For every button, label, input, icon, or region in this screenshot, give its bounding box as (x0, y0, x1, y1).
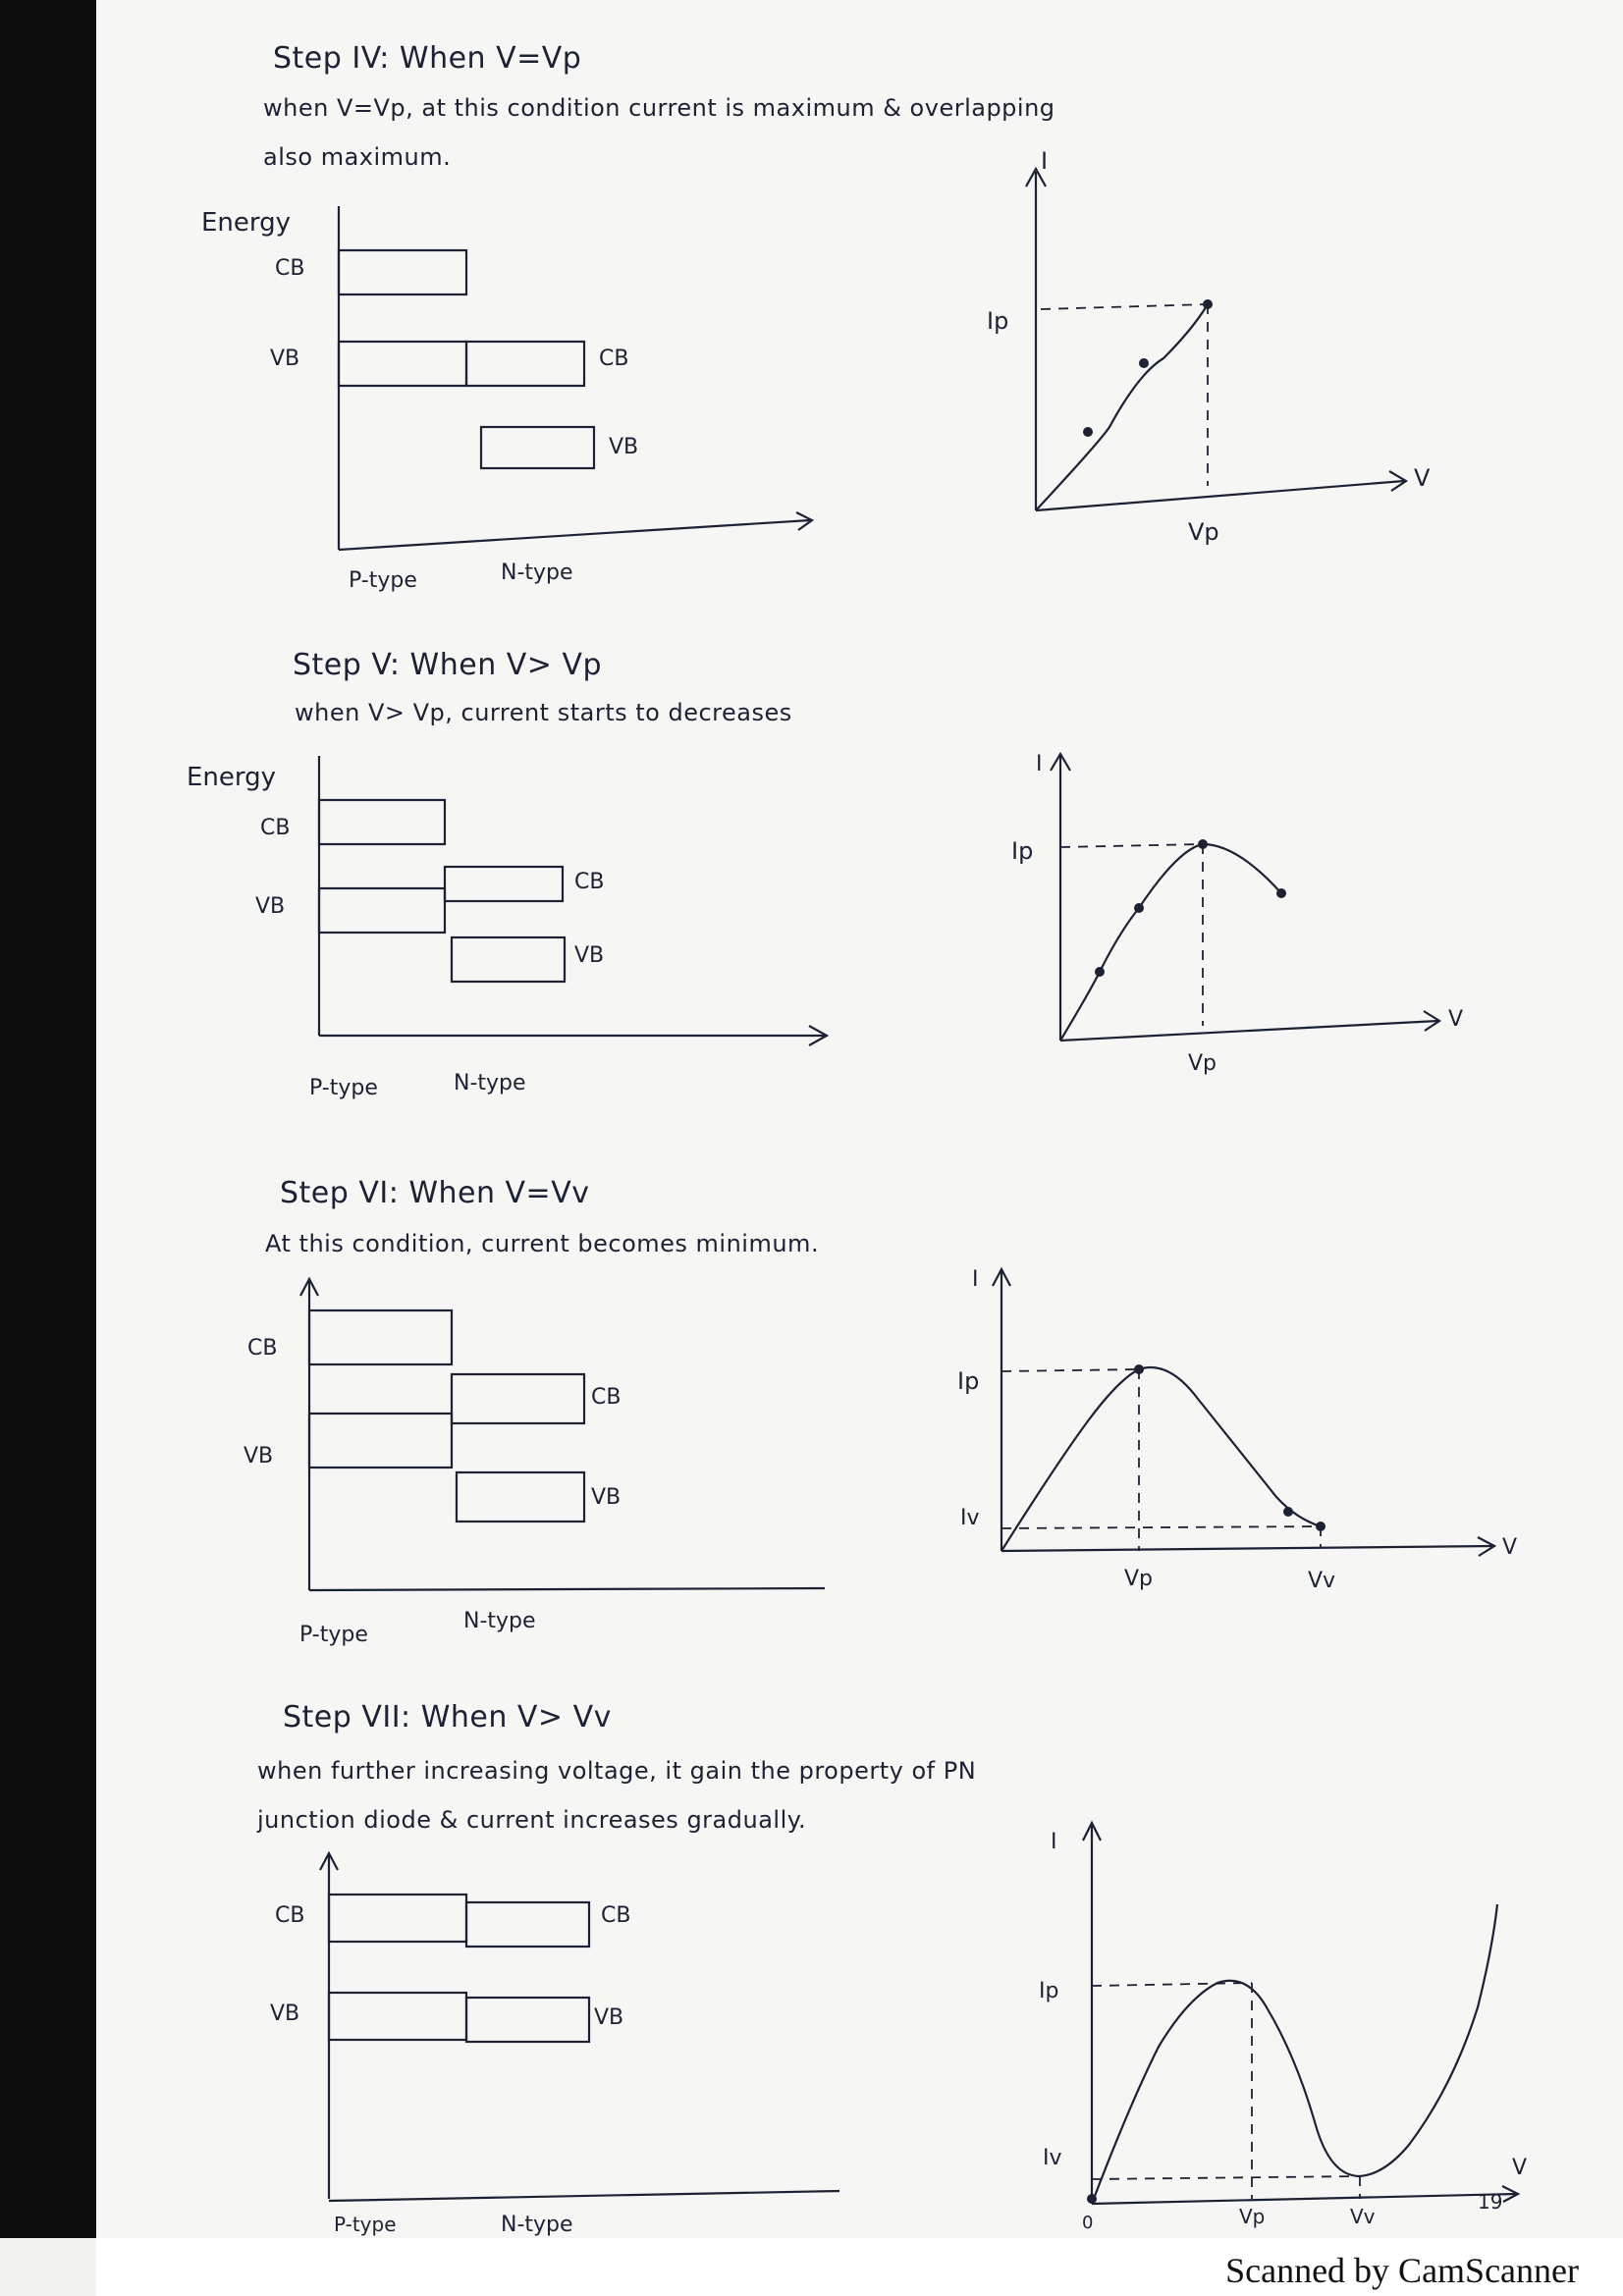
step-v-heading: Step V: When V> Vp (293, 648, 603, 682)
voltage-axis (1092, 2194, 1517, 2204)
current-axis-label: I (972, 1267, 979, 1292)
valley-voltage-label: Vv (1308, 1569, 1336, 1593)
voltage-axis (1036, 481, 1404, 510)
step-vi-iv-graph (943, 1261, 1551, 1615)
p-conduction-band (339, 250, 466, 294)
step-vii-text-line-1: when further increasing voltage, it gain the property of PN (257, 1757, 977, 1785)
data-point (1095, 967, 1105, 977)
page-number: 19 (1478, 2190, 1503, 2214)
peak-current-guide (1060, 844, 1203, 847)
p-valence-band (309, 1414, 452, 1468)
energy-label: Energy (201, 208, 292, 238)
position-axis (339, 520, 810, 550)
peak-current-label: Ip (1039, 1979, 1059, 2003)
cb-left-label: CB (275, 1903, 305, 1928)
peak-voltage-label: Vp (1239, 2205, 1266, 2228)
position-axis (309, 1588, 825, 1590)
step-v-band-diagram (187, 751, 854, 1114)
voltage-axis-label: V (1414, 464, 1431, 492)
step-vii-iv-graph (1021, 1811, 1571, 2233)
p-valence-band (329, 1993, 466, 2040)
p-type-label: P-type (349, 568, 417, 593)
data-point (1139, 358, 1149, 368)
n-conduction-band (445, 867, 563, 901)
peak-current-guide (1041, 304, 1208, 309)
voltage-axis (1060, 1021, 1438, 1041)
origin-point (1087, 2194, 1097, 2204)
peak-voltage-label: Vp (1188, 1051, 1217, 1076)
peak-current-label: Ip (1011, 837, 1034, 865)
cb-right-label: CB (599, 347, 629, 371)
current-curve (1036, 304, 1208, 510)
p-valence-band (319, 888, 445, 933)
data-point (1083, 427, 1093, 437)
vb-left-label: VB (270, 2002, 300, 2026)
valley-current-guide (1001, 1526, 1321, 1528)
step-iv-band-diagram (201, 196, 830, 609)
n-valence-band (452, 937, 565, 982)
n-type-label: N-type (501, 2213, 573, 2237)
current-curve (1060, 844, 1281, 1041)
peak-current-label: Ip (987, 307, 1009, 335)
step-vi-band-diagram (236, 1276, 864, 1647)
position-axis (329, 2191, 839, 2201)
p-valence-band (339, 342, 466, 386)
step-v-text-line-1: when V> Vp, current starts to decreases (295, 699, 792, 726)
vb-left-label: VB (255, 894, 286, 919)
voltage-axis-label: V (1512, 2156, 1528, 2180)
step-iv-heading: Step IV: When V=Vp (273, 41, 582, 76)
n-conduction-band (452, 1374, 584, 1423)
n-type-label: N-type (463, 1609, 536, 1633)
valley-current-guide (1092, 2176, 1360, 2179)
n-type-label: N-type (454, 1071, 526, 1095)
step-vi-heading: Step VI: When V=Vv (280, 1176, 590, 1210)
origin-label: 0 (1082, 2213, 1094, 2233)
energy-label: Energy (187, 763, 277, 792)
data-point (1276, 888, 1286, 898)
scanner-dark-edge (0, 0, 96, 2238)
step-vii-band-diagram (255, 1845, 864, 2238)
n-type-label: N-type (501, 561, 573, 585)
n-conduction-band (466, 342, 584, 386)
vb-right-label: VB (609, 435, 639, 459)
current-curve (1092, 1904, 1497, 2204)
step-vi-text-line-1: At this condition, current becomes minimum. (265, 1230, 820, 1257)
vb-right-label: VB (594, 2005, 624, 2030)
peak-current-guide (1001, 1369, 1139, 1371)
cb-left-label: CB (247, 1336, 278, 1361)
current-curve (1001, 1367, 1321, 1551)
current-axis-label: I (1041, 147, 1049, 175)
voltage-axis-label: V (1448, 1007, 1464, 1032)
n-valence-band (481, 427, 594, 468)
valley-current-label: Iv (960, 1506, 980, 1530)
cb-right-label: CB (591, 1385, 622, 1410)
peak-voltage-label: Vp (1124, 1567, 1154, 1591)
p-type-label: P-type (309, 1076, 378, 1100)
vb-left-label: VB (243, 1444, 274, 1468)
step-iv-iv-graph (982, 147, 1453, 560)
step-vii-text-line-2: junction diode & current increases gradually. (257, 1806, 807, 1834)
scanner-watermark: Scanned by CamScanner (1225, 2251, 1579, 2290)
peak-voltage-label: Vp (1188, 518, 1219, 546)
data-point (1283, 1507, 1293, 1517)
data-point (1134, 903, 1144, 913)
p-type-label: P-type (299, 1623, 368, 1647)
p-conduction-band (319, 800, 445, 844)
cb-left-label: CB (275, 256, 305, 281)
p-conduction-band (309, 1310, 452, 1364)
step-v-iv-graph (982, 746, 1492, 1080)
voltage-axis-label: V (1502, 1535, 1518, 1560)
step-vii-heading: Step VII: When V> Vv (283, 1700, 612, 1735)
peak-current-guide (1092, 1983, 1252, 1986)
valley-current-label: Iv (1043, 2146, 1062, 2170)
p-conduction-band (329, 1895, 466, 1942)
peak-current-label: Ip (957, 1367, 980, 1395)
current-axis-label: I (1051, 1830, 1057, 1854)
cb-right-label: CB (574, 870, 605, 894)
n-conduction-band (466, 1902, 589, 1947)
vb-right-label: VB (591, 1485, 622, 1510)
step-iv-text-line-2: also maximum. (263, 143, 452, 171)
cb-left-label: CB (260, 816, 291, 840)
n-valence-band (466, 1998, 589, 2042)
cb-right-label: CB (601, 1903, 631, 1928)
valley-voltage-label: Vv (1350, 2205, 1376, 2228)
n-valence-band (457, 1472, 584, 1522)
p-type-label: P-type (334, 2213, 397, 2236)
step-iv-text-line-1: when V=Vp, at this condition current is maximum & overlapping (263, 94, 1055, 122)
voltage-axis (1001, 1546, 1492, 1551)
vb-right-label: VB (574, 943, 605, 968)
current-axis-label: I (1036, 752, 1043, 776)
vb-left-label: VB (270, 347, 300, 371)
